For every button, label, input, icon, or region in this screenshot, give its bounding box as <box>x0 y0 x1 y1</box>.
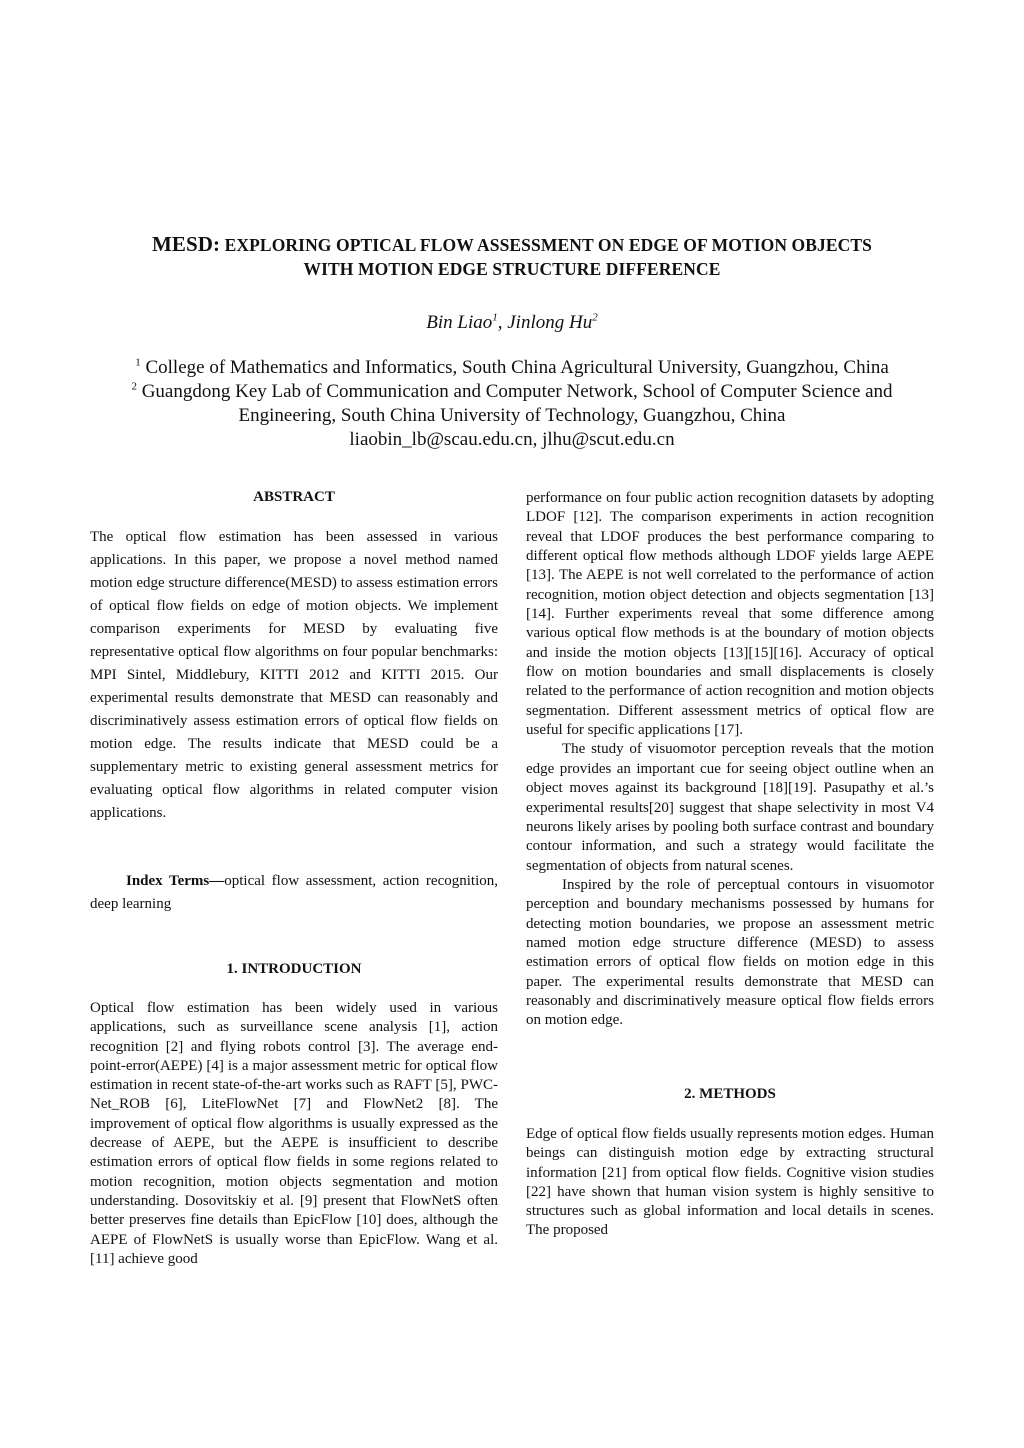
affiliation-2-cont: Engineering, South China University of Technology, Guangzhou, China <box>238 405 786 426</box>
introduction-body-cont <box>526 489 934 1031</box>
introduction-heading: 1. INTRODUCTION <box>226 961 362 977</box>
introduction-paragraph-2: The study of visuomotor perception reveals that the motion edge provides an important cue for seeing object outline when an object moves against its background [18][19]. Pasupathy et al.’s experimental results[20] suggest that shape selectivity in most V4 neurons likely arises by pooling both surface contrast and boundary contour information, and such a strategy would facilitate the segmentation of objects from natural scenes. <box>526 741 934 874</box>
author-name: Bin Liao <box>426 312 493 333</box>
introduction-paragraph-1-cont: performance on four public action recognition datasets by adopting LDOF [12]. The comparison experiments in action recognition reveal that LDOF produces the best performance comparing to different optical flow methods although LDOF yields large AEPE [13]. The AEPE is not well correlated to the performance of action recognition, motion object detection and objects segmentation [13][14]. Further experiments reveal that some difference among various optical flow methods is at the boundary of motion objects and inside the motion objects [13][15][16]. Accuracy of optical flow on motion boundaries and small displacements is closely related to the performance of action recognition and motion objects segmentation. Different assessment metrics of optical flow are useful for specific applications [17]. <box>526 490 934 739</box>
introduction-paragraph-3: Inspired by the role of perceptual contours in visuomotor perception and boundary mechanisms possessed by humans for detecting motion boundaries, we propose an assessment metric named motion edge structure difference (MESD) to assess estimation errors of optical flow fields on motion edge in this paper. The experimental results demonstrate that MESD can reasonably and discriminatively measure optical flow fields errors on motion edge. <box>526 876 934 1029</box>
author-affil-sup: 1 <box>492 311 498 324</box>
methods-body <box>526 1125 934 1241</box>
affiliations <box>90 356 934 452</box>
index-terms-label: Index Terms <box>126 873 210 889</box>
affiliation-1 <box>90 356 934 380</box>
affiliation-sup: 2 <box>131 380 137 393</box>
paper-title-line1 <box>80 232 944 257</box>
affiliation-2 <box>90 380 934 404</box>
paper-title-line1-rest: EXPLORING OPTICAL FLOW ASSESSMENT ON EDGE OF MOTION OBJECTS <box>220 235 873 255</box>
affiliation-sup: 1 <box>135 356 141 369</box>
author-name: Jinlong Hu <box>507 312 593 333</box>
index-terms-dash: — <box>209 873 225 889</box>
paper-title-line2: WITH MOTION EDGE STRUCTURE DIFFERENCE <box>303 259 721 279</box>
author-list <box>0 311 1024 335</box>
methods-heading: 2. METHODS <box>684 1086 776 1102</box>
author-emails: liaobin_lb@scau.edu.cn, jlhu@scut.edu.cn <box>349 429 675 450</box>
author-affil-sup: 2 <box>592 311 598 324</box>
abstract-heading: ABSTRACT <box>253 489 335 505</box>
methods-paragraph-1: Edge of optical flow fields usually represents motion edges. Human beings can distinguish motion edge by extracting structural information [21] from optical flow fields. Cognitive vision studies [22] have shown that human vision system is highly sensitive to structures such as global information and local details in scenes. The proposed <box>526 1126 934 1239</box>
author-separator: , <box>497 312 508 333</box>
affiliation-text: College of Mathematics and Informatics, South China Agricultural University, Guangzhou, China <box>140 357 889 378</box>
introduction-paragraph-1: Optical flow estimation has been widely used in various applications, such as surveillance scene analysis [1], action recognition [2] and flying robots control [3]. The average end-point-error(AEPE) [4] is a major assessment metric for optical flow estimation in recent state-of-the-art works such as RAFT [5], PWC-Net_ROB [6], LiteFlowNet [7] and FlowNet2 [8]. The improvement of optical flow algorithms is usually expressed as the decrease of AEPE, but the AEPE is insufficient to describe estimation errors of optical flow fields in some regions related to motion recognition, motion objects segmentation and motion understanding. Dosovitskiy et al. [9] present that FlowNetS often better preserves fine details than EpicFlow [10] does, although the AEPE of FlowNetS is usually worse than EpicFlow. Wang et al.[11] achieve good <box>90 1000 498 1267</box>
paper-title <box>80 232 944 281</box>
abstract-text: The optical flow estimation has been assessed in various applications. In this paper, we propose a novel method named motion edge structure difference(MESD) to assess estimation errors of optical flow fields on edge of motion objects. We implement comparison experiments for MESD by evaluating five representative optical flow algorithms on four popular benchmarks: MPI Sintel, Middlebury, KITTI 2012 and KITTI 2015. Our experimental results demonstrate that MESD can reasonably and discriminatively assess estimation errors of optical flow fields on motion edge. The results indicate that MESD could be a supplementary metric to existing general assessment metrics for evaluating optical flow algorithms in related computer vision applications. <box>90 529 498 821</box>
affiliation-text: Guangdong Key Lab of Communication and Computer Network, School of Computer Science and <box>136 381 893 402</box>
abstract-body <box>90 526 498 825</box>
paper-title-lead: MESD: <box>151 232 221 256</box>
introduction-body <box>90 999 498 1269</box>
index-terms-text: optical flow assessment, action recognition, deep learning <box>90 873 498 912</box>
index-terms-paragraph <box>90 870 498 916</box>
index-terms <box>90 870 498 916</box>
